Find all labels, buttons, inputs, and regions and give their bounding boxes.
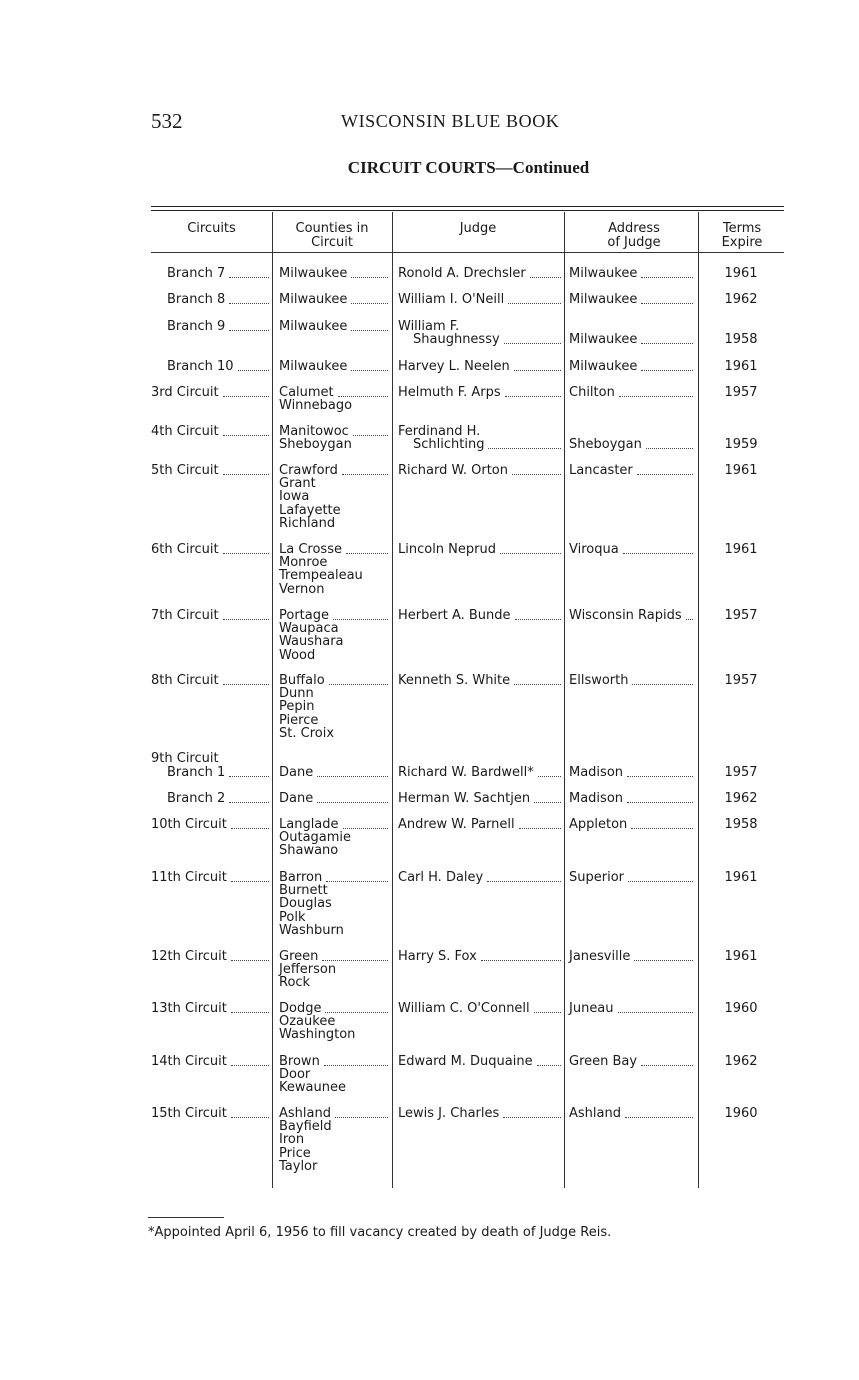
circuit-name: Branch 1 — [167, 765, 226, 780]
header-counties: Counties in Circuit — [295, 221, 369, 250]
dot-leader — [686, 618, 693, 620]
judge-name: Lewis J. Charles — [398, 1106, 500, 1121]
judge-name: Andrew W. Parnell — [398, 817, 515, 832]
dot-leader — [333, 618, 388, 620]
dot-leader — [503, 1116, 561, 1118]
term-expires: 1958 — [724, 332, 758, 348]
dot-leader — [646, 447, 693, 449]
term-expires: 1960 — [724, 1106, 758, 1121]
circuit-name: 11th Circuit — [151, 870, 227, 885]
county-name: Dunn — [279, 686, 314, 702]
term-expires: 1958 — [724, 817, 758, 832]
judge-address: Milwaukee — [569, 332, 638, 348]
dot-leader — [619, 395, 693, 397]
term-expires: 1961 — [724, 266, 758, 281]
dot-leader — [326, 880, 388, 882]
county-name: Bayfield — [279, 1119, 332, 1135]
header-terms: Terms Expire — [721, 221, 763, 250]
dot-leader — [229, 302, 269, 304]
county-name: Rock — [279, 975, 311, 991]
judge-address: Sheboygan — [569, 437, 642, 453]
dot-leader — [335, 1116, 388, 1118]
header-address: Address of Judge — [607, 221, 661, 250]
county-name: St. Croix — [279, 725, 335, 741]
circuit-name: Branch 9 — [167, 319, 226, 334]
county-name: Ashland — [279, 1106, 331, 1121]
dot-leader — [325, 1011, 388, 1013]
judge-name: Herman W. Sachtjen — [398, 791, 531, 806]
circuit-name: 4th Circuit — [151, 424, 219, 439]
dot-leader — [346, 552, 388, 554]
judge-address: Lancaster — [569, 463, 633, 478]
judge-name: Ronold A. Drechsler — [398, 266, 526, 281]
dot-leader — [623, 552, 693, 554]
dot-leader — [534, 801, 561, 803]
dot-leader — [351, 369, 388, 371]
county-name: Waushara — [279, 634, 344, 650]
judge-name: Richard W. Orton — [398, 463, 508, 478]
county-name: Milwaukee — [279, 266, 348, 281]
county-name: Waupaca — [279, 621, 339, 637]
term-expires: 1961 — [724, 949, 758, 964]
judge-name: Helmuth F. Arps — [398, 385, 501, 400]
county-name: Dane — [279, 765, 314, 780]
dot-leader — [641, 302, 693, 304]
dot-leader — [488, 447, 561, 449]
dot-leader — [223, 618, 269, 620]
county-name: Buffalo — [279, 673, 325, 688]
dot-leader — [231, 827, 269, 829]
county-name: Grant — [279, 476, 316, 492]
judge-name: Kenneth S. White — [398, 673, 511, 688]
dot-leader — [641, 369, 693, 371]
dot-leader — [229, 276, 269, 278]
dot-leader — [231, 880, 269, 882]
dot-leader — [229, 329, 269, 331]
judge-address: Appleton — [569, 817, 628, 832]
dot-leader — [229, 801, 269, 803]
term-expires: 1957 — [724, 765, 758, 780]
term-expires: 1960 — [724, 1001, 758, 1016]
term-expires: 1959 — [724, 437, 758, 453]
dot-leader — [628, 880, 693, 882]
judge-address: Ashland — [569, 1106, 621, 1121]
county-name: Milwaukee — [279, 292, 348, 307]
page-number: 532 — [151, 109, 183, 133]
judge-name: William I. O'Neill — [398, 292, 505, 307]
dot-leader — [514, 683, 561, 685]
section-title: CIRCUIT COURTS—Continued — [347, 158, 590, 177]
judge-address: Milwaukee — [569, 266, 638, 281]
county-name: Milwaukee — [279, 359, 348, 374]
judge-name: Carl H. Daley — [398, 870, 484, 885]
judge-name: Edward M. Duquaine — [398, 1054, 533, 1069]
county-name: Washington — [279, 1027, 356, 1043]
county-name: Langlade — [279, 817, 339, 832]
circuit-name: 12th Circuit — [151, 949, 227, 964]
footnote-rule — [148, 1217, 224, 1218]
dot-leader — [632, 683, 693, 685]
county-name: La Crosse — [279, 542, 342, 557]
dot-leader — [329, 683, 388, 685]
dot-leader — [317, 775, 388, 777]
judge-name: William F. — [398, 319, 460, 334]
county-name: Shawano — [279, 843, 339, 859]
county-name: Washburn — [279, 922, 344, 938]
circuit-name: 7th Circuit — [151, 608, 219, 623]
circuit-name: 10th Circuit — [151, 817, 227, 832]
dot-leader — [223, 473, 269, 475]
county-name: Dodge — [279, 1001, 322, 1016]
dot-leader — [618, 1011, 693, 1013]
dot-leader — [343, 827, 388, 829]
judge-address: Superior — [569, 870, 624, 885]
county-name: Sheboygan — [279, 437, 352, 453]
circuit-name: 14th Circuit — [151, 1054, 227, 1069]
running-head: WISCONSIN BLUE BOOK — [341, 111, 560, 131]
county-name: Pepin — [279, 699, 315, 715]
dot-leader — [641, 342, 693, 344]
county-name: Lafayette — [279, 502, 341, 518]
county-name: Burnett — [279, 883, 328, 899]
judge-address: Green Bay — [569, 1054, 638, 1069]
judge-address: Juneau — [569, 1001, 614, 1016]
judge-name: Herbert A. Bunde — [398, 608, 511, 623]
judge-address: Milwaukee — [569, 292, 638, 307]
dot-leader — [641, 276, 693, 278]
header-circuits: Circuits — [187, 221, 236, 236]
term-expires: 1962 — [724, 292, 758, 307]
county-name: Iron — [279, 1132, 305, 1148]
dot-leader — [627, 775, 693, 777]
county-name: Door — [279, 1067, 311, 1083]
judge-name: Harry S. Fox — [398, 949, 477, 964]
county-name: Crawford — [279, 463, 338, 478]
county-name: Taylor — [279, 1158, 318, 1174]
dot-leader — [223, 395, 269, 397]
term-expires: 1961 — [724, 359, 758, 374]
judge-address: Wisconsin Rapids — [569, 608, 682, 623]
term-expires: 1962 — [724, 791, 758, 806]
county-name: Pierce — [279, 712, 319, 728]
county-name: Manitowoc — [279, 424, 349, 439]
dot-leader — [637, 473, 693, 475]
dot-leader — [505, 395, 561, 397]
dot-leader — [512, 473, 561, 475]
dot-leader — [223, 552, 269, 554]
county-name: Calumet — [279, 385, 334, 400]
county-name: Monroe — [279, 555, 328, 571]
dot-leader — [353, 434, 388, 436]
county-name: Milwaukee — [279, 319, 348, 334]
dot-leader — [530, 276, 561, 278]
county-name: Ozaukee — [279, 1014, 336, 1030]
dot-leader — [534, 1011, 561, 1013]
county-name: Outagamie — [279, 830, 352, 846]
dot-leader — [223, 683, 269, 685]
judge-name: Shaughnessy — [413, 332, 500, 348]
judge-name: Harvey L. Neelen — [398, 359, 510, 374]
dot-leader — [351, 276, 388, 278]
county-name: Price — [279, 1145, 311, 1161]
county-name: Portage — [279, 608, 329, 623]
judge-name: Ferdinand H. — [398, 424, 481, 439]
circuit-name: 6th Circuit — [151, 542, 219, 557]
circuit-name: Branch 8 — [167, 292, 226, 307]
dot-leader — [231, 1011, 269, 1013]
circuit-name: Branch 2 — [167, 791, 226, 806]
county-name: Wood — [279, 647, 316, 663]
judge-address: Madison — [569, 791, 624, 806]
county-name: Trempealeau — [279, 568, 363, 584]
dot-leader — [238, 369, 269, 371]
dot-leader — [641, 1064, 693, 1066]
dot-leader — [231, 1116, 269, 1118]
dot-leader — [515, 618, 561, 620]
judge-address: Janesville — [569, 949, 631, 964]
term-expires: 1961 — [724, 463, 758, 478]
dot-leader — [351, 329, 388, 331]
dot-leader — [229, 775, 269, 777]
dot-leader — [223, 434, 269, 436]
county-name: Jefferson — [279, 962, 337, 978]
term-expires: 1957 — [724, 673, 758, 688]
dot-leader — [487, 880, 561, 882]
dot-leader — [504, 342, 561, 344]
dot-leader — [508, 302, 561, 304]
dot-leader — [317, 801, 388, 803]
county-name: Dane — [279, 791, 314, 806]
judge-address: Chilton — [569, 385, 615, 400]
circuit-name: 13th Circuit — [151, 1001, 227, 1016]
dot-leader — [500, 552, 561, 554]
county-name: Winnebago — [279, 398, 353, 414]
dot-leader — [231, 1064, 269, 1066]
term-expires: 1962 — [724, 1054, 758, 1069]
circuit-name: Branch 10 — [167, 359, 234, 374]
term-expires: 1961 — [724, 542, 758, 557]
dot-leader — [231, 959, 269, 961]
circuit-name: 8th Circuit — [151, 673, 219, 688]
dot-leader — [481, 959, 561, 961]
judge-address: Madison — [569, 765, 624, 780]
dot-leader — [537, 1064, 561, 1066]
judge-address: Ellsworth — [569, 673, 629, 688]
county-name: Douglas — [279, 896, 332, 912]
circuit-name: 3rd Circuit — [151, 385, 219, 400]
dot-leader — [342, 473, 388, 475]
judge-name: Richard W. Bardwell* — [398, 765, 534, 780]
footnote: *Appointed April 6, 1956 to fill vacancy created by death of Judge Reis. — [148, 1225, 612, 1240]
dot-leader — [351, 302, 388, 304]
judge-address: Milwaukee — [569, 359, 638, 374]
dot-leader — [519, 827, 561, 829]
county-name: Polk — [279, 909, 306, 925]
dot-leader — [322, 959, 388, 961]
term-expires: 1961 — [724, 870, 758, 885]
dot-leader — [625, 1116, 693, 1118]
circuit-name: Branch 7 — [167, 266, 226, 281]
circuit-name: 5th Circuit — [151, 463, 219, 478]
header-judge: Judge — [459, 221, 497, 236]
judge-name: William C. O'Connell — [398, 1001, 530, 1016]
judge-name: Lincoln Neprud — [398, 542, 496, 557]
dot-leader — [514, 369, 561, 371]
county-name: Barron — [279, 870, 323, 885]
dot-leader — [634, 959, 693, 961]
dot-leader — [538, 775, 561, 777]
county-name: Richland — [279, 515, 336, 531]
term-expires: 1957 — [724, 608, 758, 623]
dot-leader — [324, 1064, 388, 1066]
circuit-name: 15th Circuit — [151, 1106, 227, 1121]
circuit-group-label: 9th Circuit — [151, 751, 219, 766]
judge-address: Viroqua — [569, 542, 619, 557]
term-expires: 1957 — [724, 385, 758, 400]
county-name: Kewaunee — [279, 1080, 346, 1096]
judge-name: Schlichting — [413, 437, 485, 453]
county-name: Iowa — [279, 489, 310, 505]
county-name: Green — [279, 949, 319, 964]
dot-leader — [338, 395, 388, 397]
dot-leader — [631, 827, 693, 829]
county-name: Brown — [279, 1054, 320, 1069]
county-name: Vernon — [279, 581, 325, 597]
dot-leader — [627, 801, 693, 803]
